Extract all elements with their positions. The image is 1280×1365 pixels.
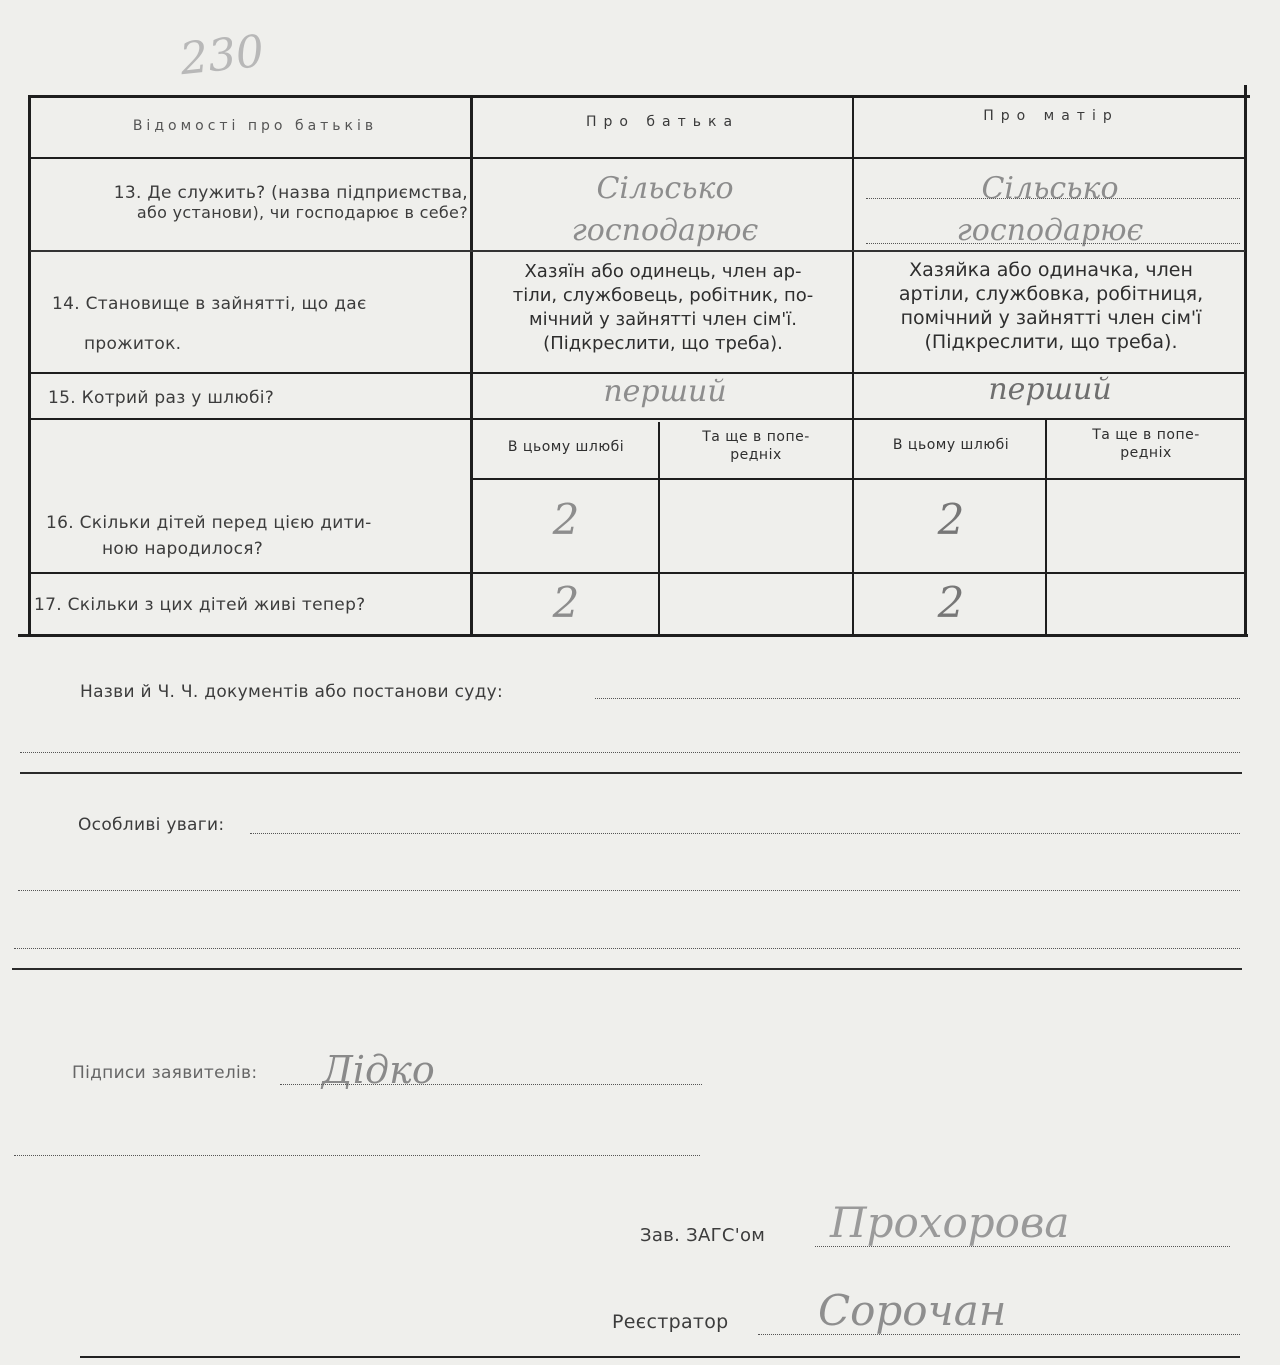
q16-father-this-marriage-value: 2 [552,495,580,544]
documents-divider [20,772,1242,774]
registrar-signature-line [758,1334,1240,1335]
remarks-line-2 [18,890,1240,891]
q16-label: 16. Скільки дітей перед цією дити- ною народилося? [46,513,372,559]
q13-father-answer: Сільсько господарює [571,171,759,248]
subheader-father-this-marriage: В цьому шлюбі [507,439,625,455]
remarks-label: Особливі уваги: [78,815,225,835]
header-about-father: Про батька [585,114,740,130]
q14-label: 14. Становище в зайнятті, що дає прожиток. [52,294,367,354]
q17-father-this-marriage-value: 2 [552,578,580,627]
q16-mother-this-marriage-value: 2 [937,495,965,544]
q13-mother-answer: Сільсько господарює [956,171,1144,248]
applicants-line-1 [280,1084,702,1085]
remarks-line-3 [14,948,1240,949]
applicants-signatures-label: Підписи заявителів: [72,1063,258,1083]
head-of-registry-signature: Прохорова [830,1198,1070,1247]
q17-label: 17. Скільки з цих дітей живі тепер? [34,595,366,615]
subheader-mother-previous: Та ще в попе- редніх [1092,427,1200,461]
q15-label: 15. Котрий раз у шлюбі? [48,388,275,408]
head-signature-line [815,1246,1230,1247]
q17-mother-this-marriage-value: 2 [937,578,965,627]
remarks-divider [12,968,1242,970]
documents-line-2 [20,752,1240,753]
q14-mother-options: Хазяйка або одиначка, член артіли, службовка, робітниця, помічний у зайнятті член сім'ї (Підкреслити, що треба). [898,259,1204,353]
registrar-signature: Сорочан [818,1286,1007,1335]
q13-label: 13. Де служить? (назва підприємства, або установи), чи господарює в себе? [113,183,468,222]
subheader-mother-this-marriage: В цьому шлюбі [892,437,1010,453]
page-bottom-rule [80,1356,1240,1358]
archive-number-mark: 230 [177,25,267,86]
q15-mother-answer: перший [988,372,1112,407]
applicants-signature: Дідко [322,1048,435,1092]
applicants-line-2 [14,1155,700,1156]
registrar-label: Реєстратор [612,1311,729,1333]
q14-father-options: Хазяїн або одинець, член ар- тіли, службовець, робітник, по- мічний у зайнятті член сім'ї. (Підкреслити, що треба). [512,261,814,354]
header-about-mother: Про матір [983,108,1119,124]
documents-line-1 [595,698,1240,699]
remarks-line-1 [250,833,1240,834]
head-of-registry-label: Зав. ЗАГС'ом [640,1225,766,1246]
q15-father-answer: перший [603,374,727,409]
subheader-father-previous: Та ще в попе- редніх [702,429,810,463]
header-parents-info: Відомості про батьків [132,118,378,134]
documents-label: Назви й Ч. Ч. документів або постанови суду: [80,682,504,702]
